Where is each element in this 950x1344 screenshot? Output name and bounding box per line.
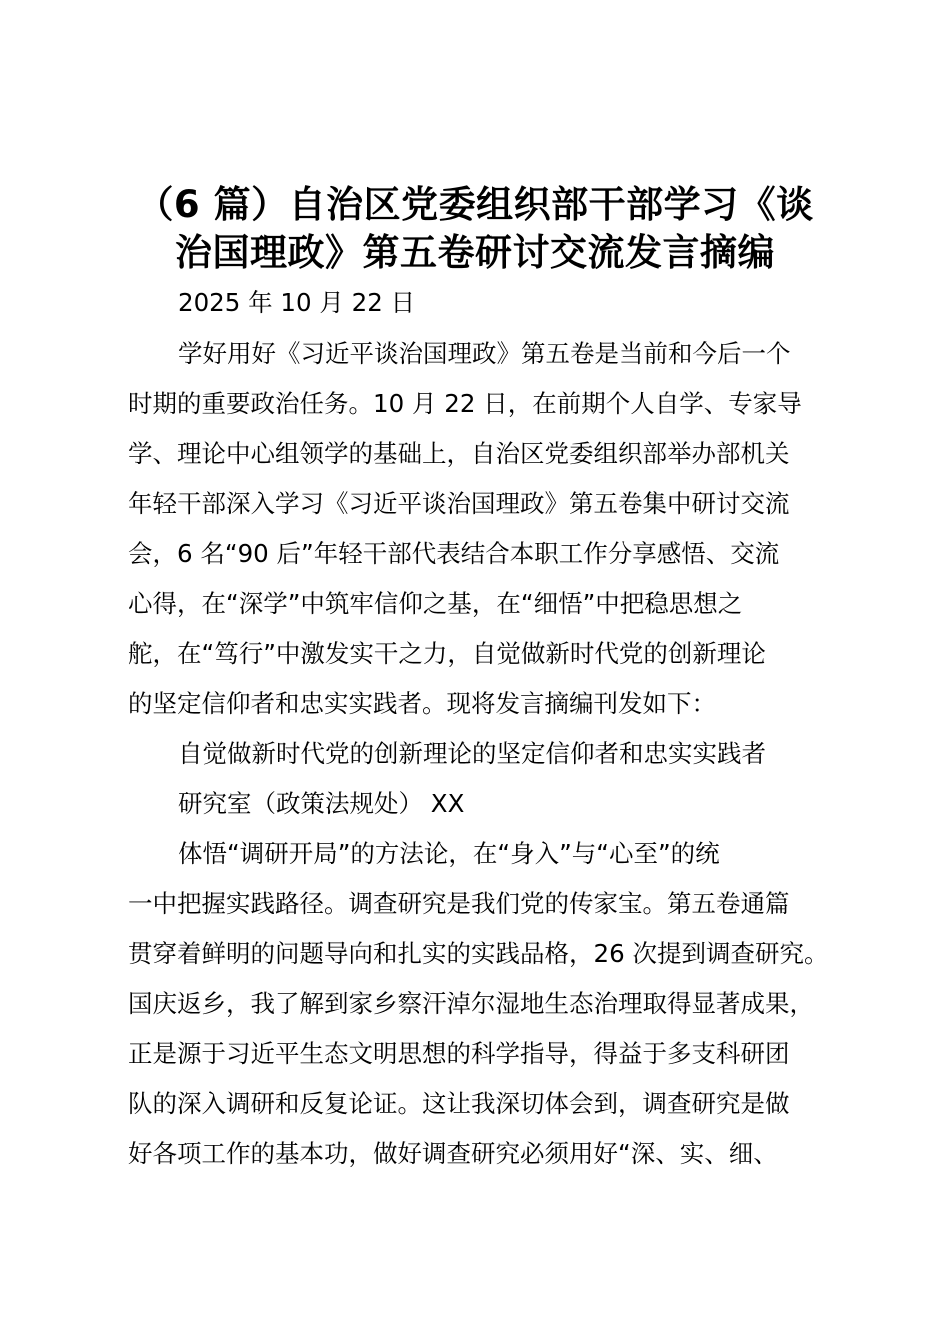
document-date: 2025 年 10 月 22 日 xyxy=(178,288,416,317)
body-line: 时期的重要政治任务。10 月 22 日，在前期个人自学、专家导 xyxy=(128,389,802,418)
body-line: 好各项工作的基本功，做好调查研究必须用好“深、实、细、 xyxy=(128,1139,778,1168)
title-line-1: （6 篇）自治区党委组织部干部学习《谈 xyxy=(136,183,814,226)
body-line: 国庆返乡，我了解到家乡察汗淖尔湿地生态治理取得显著成果， xyxy=(128,989,814,1018)
section-author: 研究室（政策法规处） XX xyxy=(178,789,465,818)
body-line: 体悟“调研开局”的方法论，在“身入”与“心至”的统 xyxy=(178,839,720,868)
body-line: 心得，在“深学”中筑牢信仰之基，在“细悟”中把稳思想之 xyxy=(128,589,743,618)
body-line: 的坚定信仰者和忠实实践者。现将发言摘编刊发如下： xyxy=(128,689,716,718)
body-line: 会，6 名“90 后”年轻干部代表结合本职工作分享感悟、交流 xyxy=(128,539,780,568)
body-line: 队的深入调研和反复论证。这让我深切体会到，调查研究是做 xyxy=(128,1089,790,1118)
title-line-2: 治国理政》第五卷研讨交流发言摘编 xyxy=(175,231,775,274)
body-line: 学好用好《习近平谈治国理政》第五卷是当前和今后一个 xyxy=(178,339,791,368)
document-title xyxy=(100,181,850,277)
section-heading: 自觉做新时代党的创新理论的坚定信仰者和忠实实践者 xyxy=(178,739,766,768)
body-line: 年轻干部深入学习《习近平谈治国理政》第五卷集中研讨交流 xyxy=(128,489,790,518)
body-line: 正是源于习近平生态文明思想的科学指导，得益于多支科研团 xyxy=(128,1039,790,1068)
body-line: 贯穿着鲜明的问题导向和扎实的实践品格，26 次提到调查研究。 xyxy=(128,939,829,968)
body-line: 一中把握实践路径。调查研究是我们党的传家宝。第五卷通篇 xyxy=(128,889,790,918)
body-line: 舵，在“笃行”中激发实干之力，自觉做新时代党的创新理论 xyxy=(128,639,766,668)
body-line: 学、理论中心组领学的基础上，自治区党委组织部举办部机关 xyxy=(128,439,790,468)
